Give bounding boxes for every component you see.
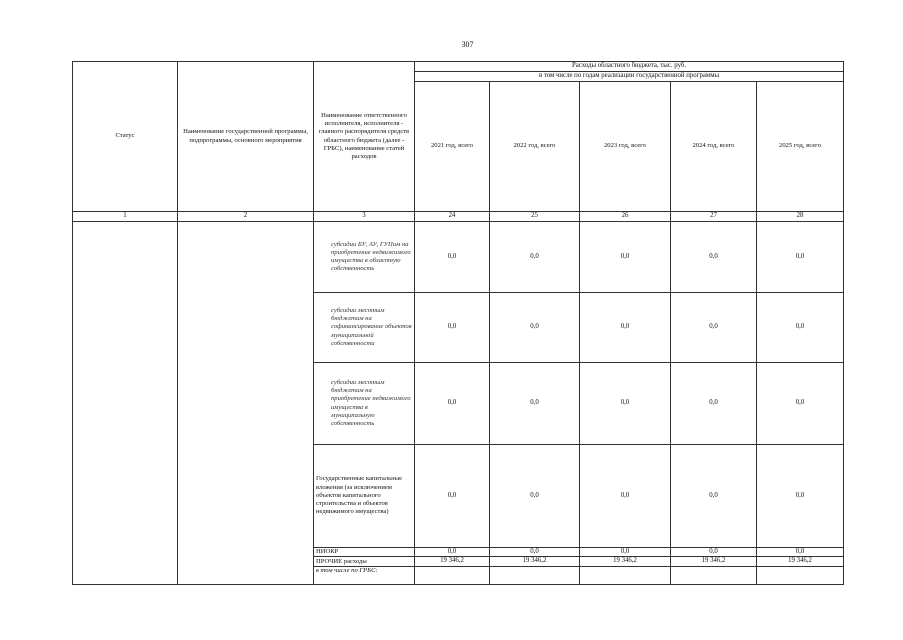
expense-name: НИОКР [314,548,415,557]
header-budget-group: Расходы областного бюджета, тыс. руб. [415,62,844,72]
column-numbers-row [73,212,844,222]
value-2023: 0,0 [580,293,671,363]
value-2021: 0,0 [415,445,490,548]
value-2022: 0,0 [490,548,580,557]
value-2025: 0,0 [757,548,844,557]
value-2024: 0,0 [671,548,757,557]
value-2022: 0,0 [490,363,580,445]
value-2021: 0,0 [415,293,490,363]
value-2024: 0,0 [671,222,757,293]
value-2022: 0,0 [490,222,580,293]
header-status: Статус [73,62,178,212]
value-2024: 0,0 [671,363,757,445]
value-2022: 19 346,2 [490,557,580,566]
value-2022: 0,0 [490,445,580,548]
header-year-2025: 2025 год, всего [757,82,844,212]
value-2025: 19 346,2 [757,557,844,566]
value-2021: 0,0 [415,363,490,445]
column-number: 2 [178,212,314,222]
header-year-2022: 2022 год, всего [490,82,580,212]
page-number: 307 [461,40,474,49]
value-2022: 0,0 [490,293,580,363]
expense-name: в том числе по ГРБС: [314,566,415,584]
header-year-2021: 2021 год, всего [415,82,490,212]
table-row [73,222,844,293]
value-2021: 0,0 [415,222,490,293]
expense-name: субсидии местным бюджетам на софинансирование объектов муниципальной собственности [314,293,415,363]
header-year-2024: 2024 год, всего [671,82,757,212]
expense-name: Государственные капитальные вложения (за исключением объектов капитального строительства и объектов недвижимого имущества) [314,445,415,548]
expense-name: субсидии БУ, АУ, ГУПам на приобретение недвижимого имущества в областную собственность [314,222,415,293]
header-year-2023: 2023 год, всего [580,82,671,212]
value-2022 [490,566,580,584]
status-cell [73,222,178,585]
value-2023: 0,0 [580,222,671,293]
column-number: 28 [757,212,844,222]
value-2024: 19 346,2 [671,557,757,566]
value-2021: 19 346,2 [415,557,490,566]
value-2023: 19 346,2 [580,557,671,566]
column-number: 1 [73,212,178,222]
value-2025: 0,0 [757,445,844,548]
value-2021: 0,0 [415,548,490,557]
value-2023: 0,0 [580,363,671,445]
value-2023 [580,566,671,584]
program-cell [178,222,314,585]
value-2025 [757,566,844,584]
value-2025: 0,0 [757,293,844,363]
value-2021 [415,566,490,584]
header-program-name: Наименование государственной программы, подпрограммы, основного мероприятия [178,62,314,212]
budget-table [72,61,844,585]
column-number: 24 [415,212,490,222]
expense-name: ПРОЧИЕ расходы [314,557,415,566]
value-2023: 0,0 [580,445,671,548]
value-2024 [671,566,757,584]
value-2025: 0,0 [757,222,844,293]
column-number: 3 [314,212,415,222]
value-2024: 0,0 [671,445,757,548]
value-2023: 0,0 [580,548,671,557]
header-executor-name: Наименование ответственного исполнителя, исполнителя - главного распорядителя средств областного бюджета (далее - ГРБС), наименование статей расходов [314,62,415,212]
column-number: 25 [490,212,580,222]
column-number: 26 [580,212,671,222]
value-2024: 0,0 [671,293,757,363]
header-by-years-group: в том числе по годам реализации государственной программы [415,72,844,82]
column-number: 27 [671,212,757,222]
value-2025: 0,0 [757,363,844,445]
expense-name: субсидии местным бюджетам на приобретение недвижимого имущества в муниципальную собственность [314,363,415,445]
